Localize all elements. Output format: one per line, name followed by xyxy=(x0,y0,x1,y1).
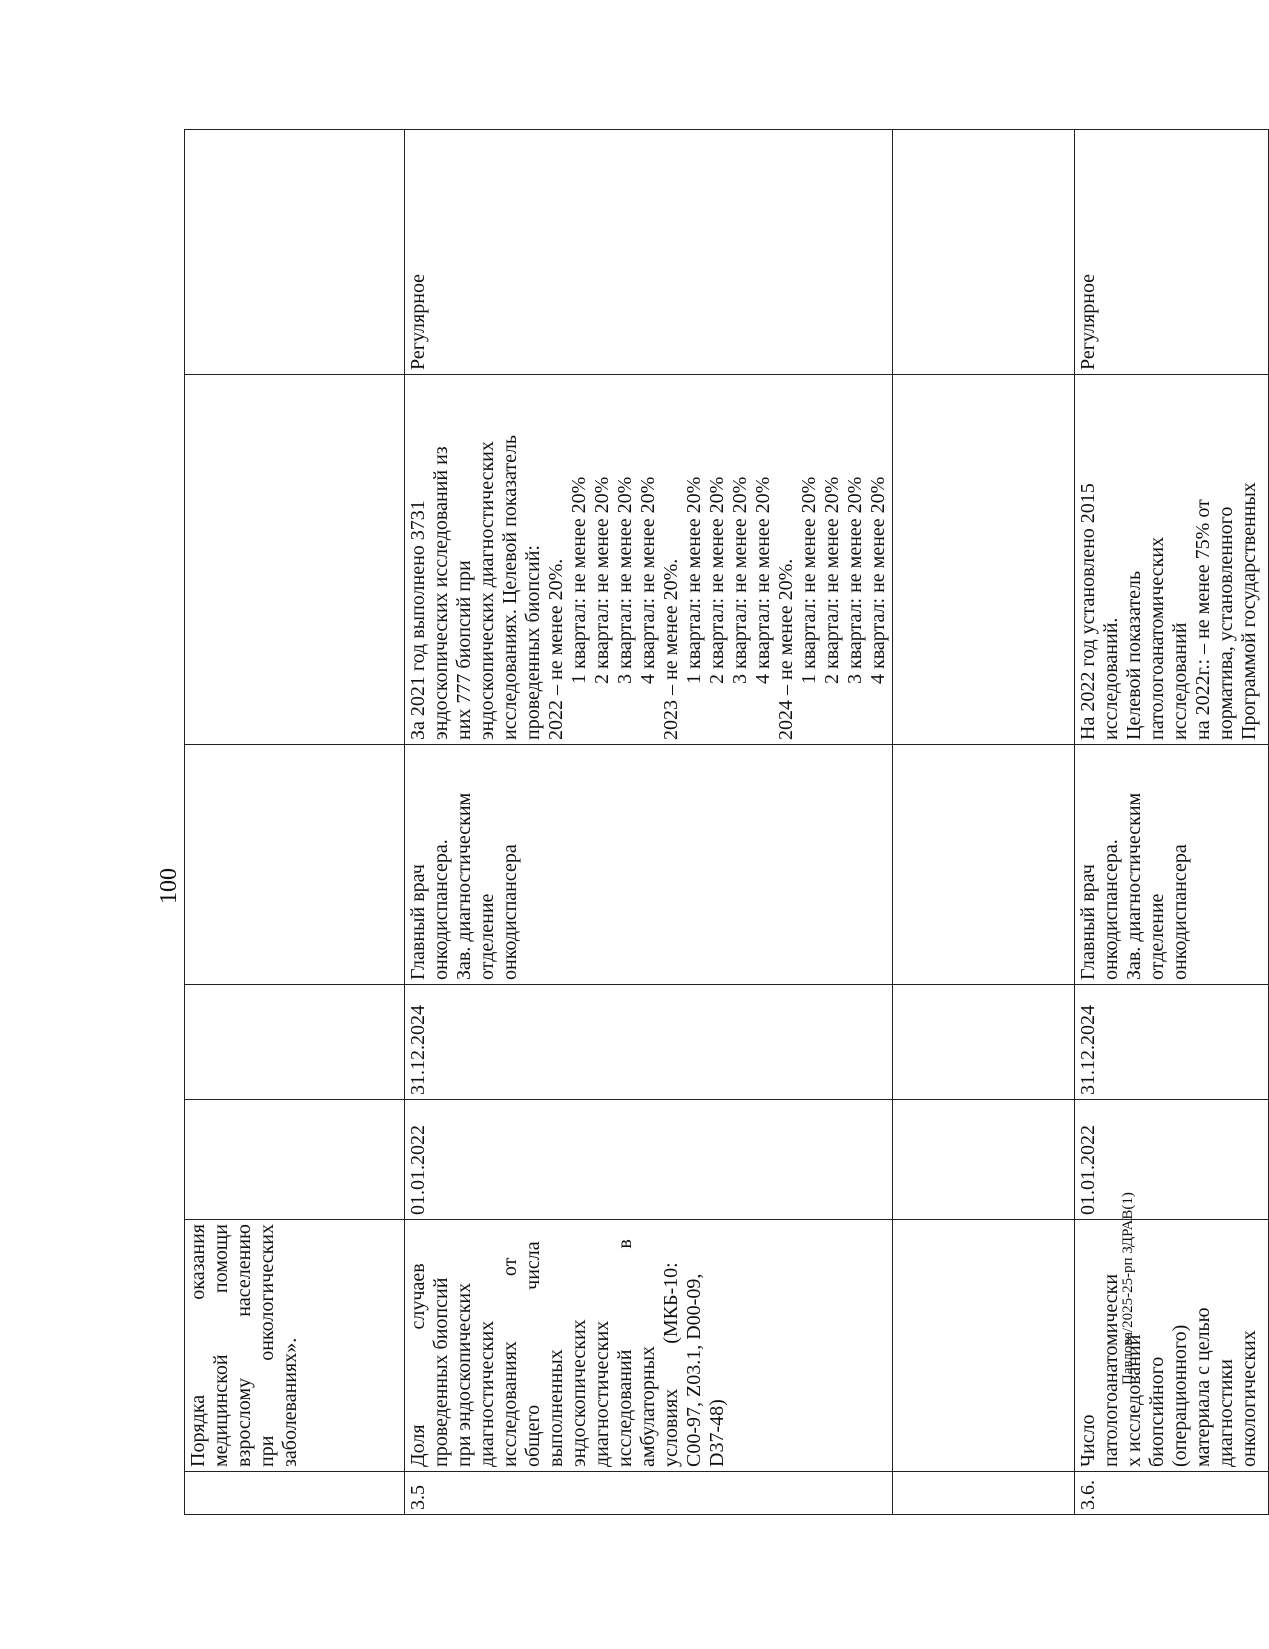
responsible-cell xyxy=(185,745,405,985)
text-line: патологоанатомических xyxy=(1146,536,1168,740)
end-date-cell xyxy=(893,985,1075,1100)
text-line: 2024 – не менее 20%. xyxy=(775,558,797,740)
start-date-cell xyxy=(185,1100,405,1220)
text-line: них 777 биопсий при xyxy=(453,560,475,740)
table-row xyxy=(185,130,405,1515)
text-line: Зав. диагностическим xyxy=(1123,792,1145,980)
indicator-cell xyxy=(893,1220,1075,1472)
text-line: исследований xyxy=(1169,622,1191,740)
text-line: онкологических xyxy=(1238,1330,1260,1467)
text-line: Доля случаев xyxy=(407,1263,429,1467)
text-line: (операционного) xyxy=(1169,1324,1191,1467)
text-line: эндоскопических исследований из xyxy=(430,446,452,740)
end-date-cell xyxy=(185,985,405,1100)
row-number: 3.6. xyxy=(1075,1472,1269,1515)
text-line: онкодиспансера xyxy=(499,844,521,980)
text-line: заболеваниях». xyxy=(279,1337,301,1467)
text-line: взрослому населению xyxy=(233,1224,255,1467)
text-line: диагностических xyxy=(591,1320,613,1467)
text-line: 3 квартал: не менее 20% xyxy=(844,476,866,684)
end-date-cell: 31.12.2024 xyxy=(1075,985,1269,1100)
table-row xyxy=(405,130,893,1515)
text-line: отделение xyxy=(1146,893,1168,980)
text-line: Целевой показатель xyxy=(1123,570,1145,740)
text-line: онкодиспансера. xyxy=(1100,839,1122,980)
text-line: общего числа xyxy=(522,1241,544,1467)
result-cell xyxy=(405,375,893,745)
start-date-cell xyxy=(893,1100,1075,1220)
indicator-cell xyxy=(185,1220,405,1472)
text-line: Главный врач xyxy=(1077,864,1099,980)
table-row xyxy=(893,130,1075,1515)
result-cell xyxy=(185,375,405,745)
text-line: 3 квартал: не менее 20% xyxy=(729,476,751,684)
start-date-cell: 01.01.2022 xyxy=(1075,1100,1269,1220)
text-line: За 2021 год выполнено 3731 xyxy=(407,500,429,740)
text-line: условиях (МКБ-10: xyxy=(660,1262,682,1467)
text-line: исследованиях от xyxy=(499,1257,521,1467)
frequency-cell: Регулярное xyxy=(405,130,893,375)
text-line: Зав. диагностическим xyxy=(453,792,475,980)
text-line: 1 квартал: не менее 20% xyxy=(568,476,590,684)
text-line: эндоскопических xyxy=(568,1319,590,1467)
text-line: норматива, установленного xyxy=(1215,506,1237,740)
text-line: проведенных биопсий: xyxy=(522,545,544,740)
text-line: исследований в xyxy=(614,1239,636,1467)
plan-table xyxy=(184,129,1269,1515)
row-number xyxy=(893,1472,1075,1515)
row-number: 3.5 xyxy=(405,1472,893,1515)
indicator-cell xyxy=(1075,1220,1269,1472)
frequency-cell xyxy=(185,130,405,375)
text-line: Главный врач xyxy=(407,864,429,980)
text-line: проведенных биопсий xyxy=(430,1277,452,1467)
text-line: х исследований xyxy=(1123,1334,1145,1467)
text-line: амбулаторных xyxy=(637,1345,659,1467)
text-line: 1 квартал: не менее 20% xyxy=(798,476,820,684)
text-line: диагностических xyxy=(476,1320,498,1467)
text-line: 4 квартал: не менее 20% xyxy=(752,476,774,684)
text-line: С00-97, Z03.1, D00-09, xyxy=(683,1273,705,1467)
text-line: при эндоскопических xyxy=(453,1282,475,1467)
result-cell xyxy=(893,375,1075,745)
text-line: Программой государственных xyxy=(1238,482,1260,740)
footer-reference: Павлова/2025-25-рп ЗДРАВ(1) xyxy=(1120,1192,1136,1385)
text-line: отделение xyxy=(476,893,498,980)
text-line: 2 квартал: не менее 20% xyxy=(821,476,843,684)
text-line: биопсийного xyxy=(1146,1356,1168,1467)
text-line: диагностики xyxy=(1215,1359,1237,1467)
text-line: исследований. xyxy=(1100,617,1122,740)
text-line: выполненных xyxy=(545,1349,567,1467)
text-line: материала с целью xyxy=(1192,1307,1214,1467)
text-line: при онкологических xyxy=(256,1224,278,1467)
text-line: 2023 – не менее 20%. xyxy=(660,558,682,740)
frequency-cell xyxy=(893,130,1075,375)
page-number: 100 xyxy=(156,868,182,904)
text-line: исследованиях. Целевой показатель xyxy=(499,434,521,740)
end-date-cell: 31.12.2024 xyxy=(405,985,893,1100)
text-line: 4 квартал: не менее 20% xyxy=(867,476,889,684)
indicator-cell xyxy=(405,1220,893,1472)
responsible-cell xyxy=(893,745,1075,985)
text-line: D37-48) xyxy=(706,1399,728,1467)
text-line: Порядка оказания xyxy=(187,1224,209,1467)
responsible-cell xyxy=(405,745,893,985)
row-number xyxy=(185,1472,405,1515)
start-date-cell: 01.01.2022 xyxy=(405,1100,893,1220)
text-line: 2 квартал: не менее 20% xyxy=(706,476,728,684)
indicator-text xyxy=(187,1224,302,1467)
table-row xyxy=(1075,130,1269,1515)
text-line: 2 квартал: не менее 20% xyxy=(591,476,613,684)
text-line: 4 квартал: не менее 20% xyxy=(637,476,659,684)
text-line: эндоскопических диагностических xyxy=(476,441,498,740)
text-line: 3 квартал: не менее 20% xyxy=(614,476,636,684)
text-line: 1 квартал: не менее 20% xyxy=(683,476,705,684)
text-line: на 2022г.: – не менее 75% от xyxy=(1192,499,1214,740)
text-line: медицинской помощи xyxy=(210,1224,232,1467)
responsible-cell xyxy=(1075,745,1269,985)
text-line: Число xyxy=(1077,1414,1099,1467)
text-line: онкодиспансера xyxy=(1169,844,1191,980)
text-line: патологоанатомически xyxy=(1100,1273,1122,1467)
text-line: 2022 – не менее 20%. xyxy=(545,558,567,740)
result-cell xyxy=(1075,375,1269,745)
text-line: На 2022 год установлено 2015 xyxy=(1077,483,1099,740)
frequency-cell: Регулярное xyxy=(1075,130,1269,375)
text-line: онкодиспансера. xyxy=(430,839,452,980)
